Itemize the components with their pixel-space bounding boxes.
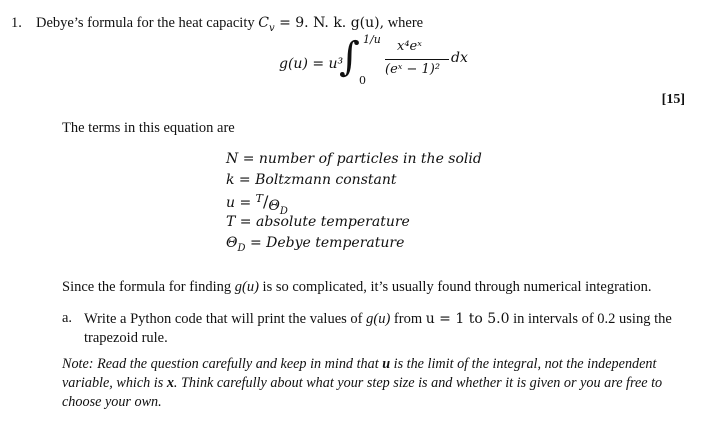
dx: dx xyxy=(451,50,468,66)
part-a-text: Write a Python code that will print the values of g(u) from u = 1 to 5.0 in intervals of 0.2 using the trapezoid rule. xyxy=(84,311,672,346)
denominator: (eˣ − 1)² xyxy=(385,62,441,77)
integral-sign: ∫ xyxy=(339,34,360,80)
note-u: u xyxy=(382,356,391,372)
terms-list xyxy=(226,149,482,254)
intro-prefix: Debye’s formula for the heat capacity xyxy=(36,15,259,31)
since-paragraph: Since the formula for finding g(u) is so complicated, it’s usually found through numerical integration. xyxy=(62,279,652,295)
term-u-num: T xyxy=(255,192,263,205)
term-u-den: $\Theta_D$ xyxy=(268,198,288,217)
term-n: N = number of particles in the solid xyxy=(226,151,482,167)
question-number: 1. xyxy=(11,15,22,31)
part-a-range: u = 1 to 5.0 xyxy=(425,311,510,327)
numerator: x⁴eˣ xyxy=(397,39,422,54)
term-t: T = absolute temperature xyxy=(226,214,410,230)
term-theta: $\Theta_D$ = Debye temperature xyxy=(226,235,405,254)
upper-limit: 1/u xyxy=(363,33,381,46)
term-u-slash: / xyxy=(263,192,269,211)
since-g: g(u) xyxy=(234,279,259,295)
debye-formula xyxy=(279,34,479,94)
lower-limit: 0 xyxy=(359,74,366,87)
term-u-lhs: u = xyxy=(226,195,256,211)
part-a-g: g(u) xyxy=(366,311,391,327)
intro-equation: = 9. N. k. g(u), xyxy=(274,15,385,31)
question-intro xyxy=(36,15,423,34)
intro-cv: $C_v$ xyxy=(258,15,275,34)
term-u xyxy=(226,191,482,217)
term-k: k = Boltzmann constant xyxy=(226,172,397,188)
marks: [15] xyxy=(661,92,685,107)
terms-intro: The terms in this equation are xyxy=(62,120,235,136)
formula-lhs: g(u) = u³ xyxy=(279,56,344,72)
note-x: x xyxy=(166,375,174,391)
fraction-bar xyxy=(385,59,449,60)
part-a-label: a. xyxy=(62,310,73,326)
intro-suffix: where xyxy=(384,15,424,31)
note-paragraph: Note: Read the question carefully and keep in mind that u is the limit of the integral, not the independent variable, which is x. Think carefully about what your step size is and whether it is given or you are free to choose your own. xyxy=(62,356,663,410)
